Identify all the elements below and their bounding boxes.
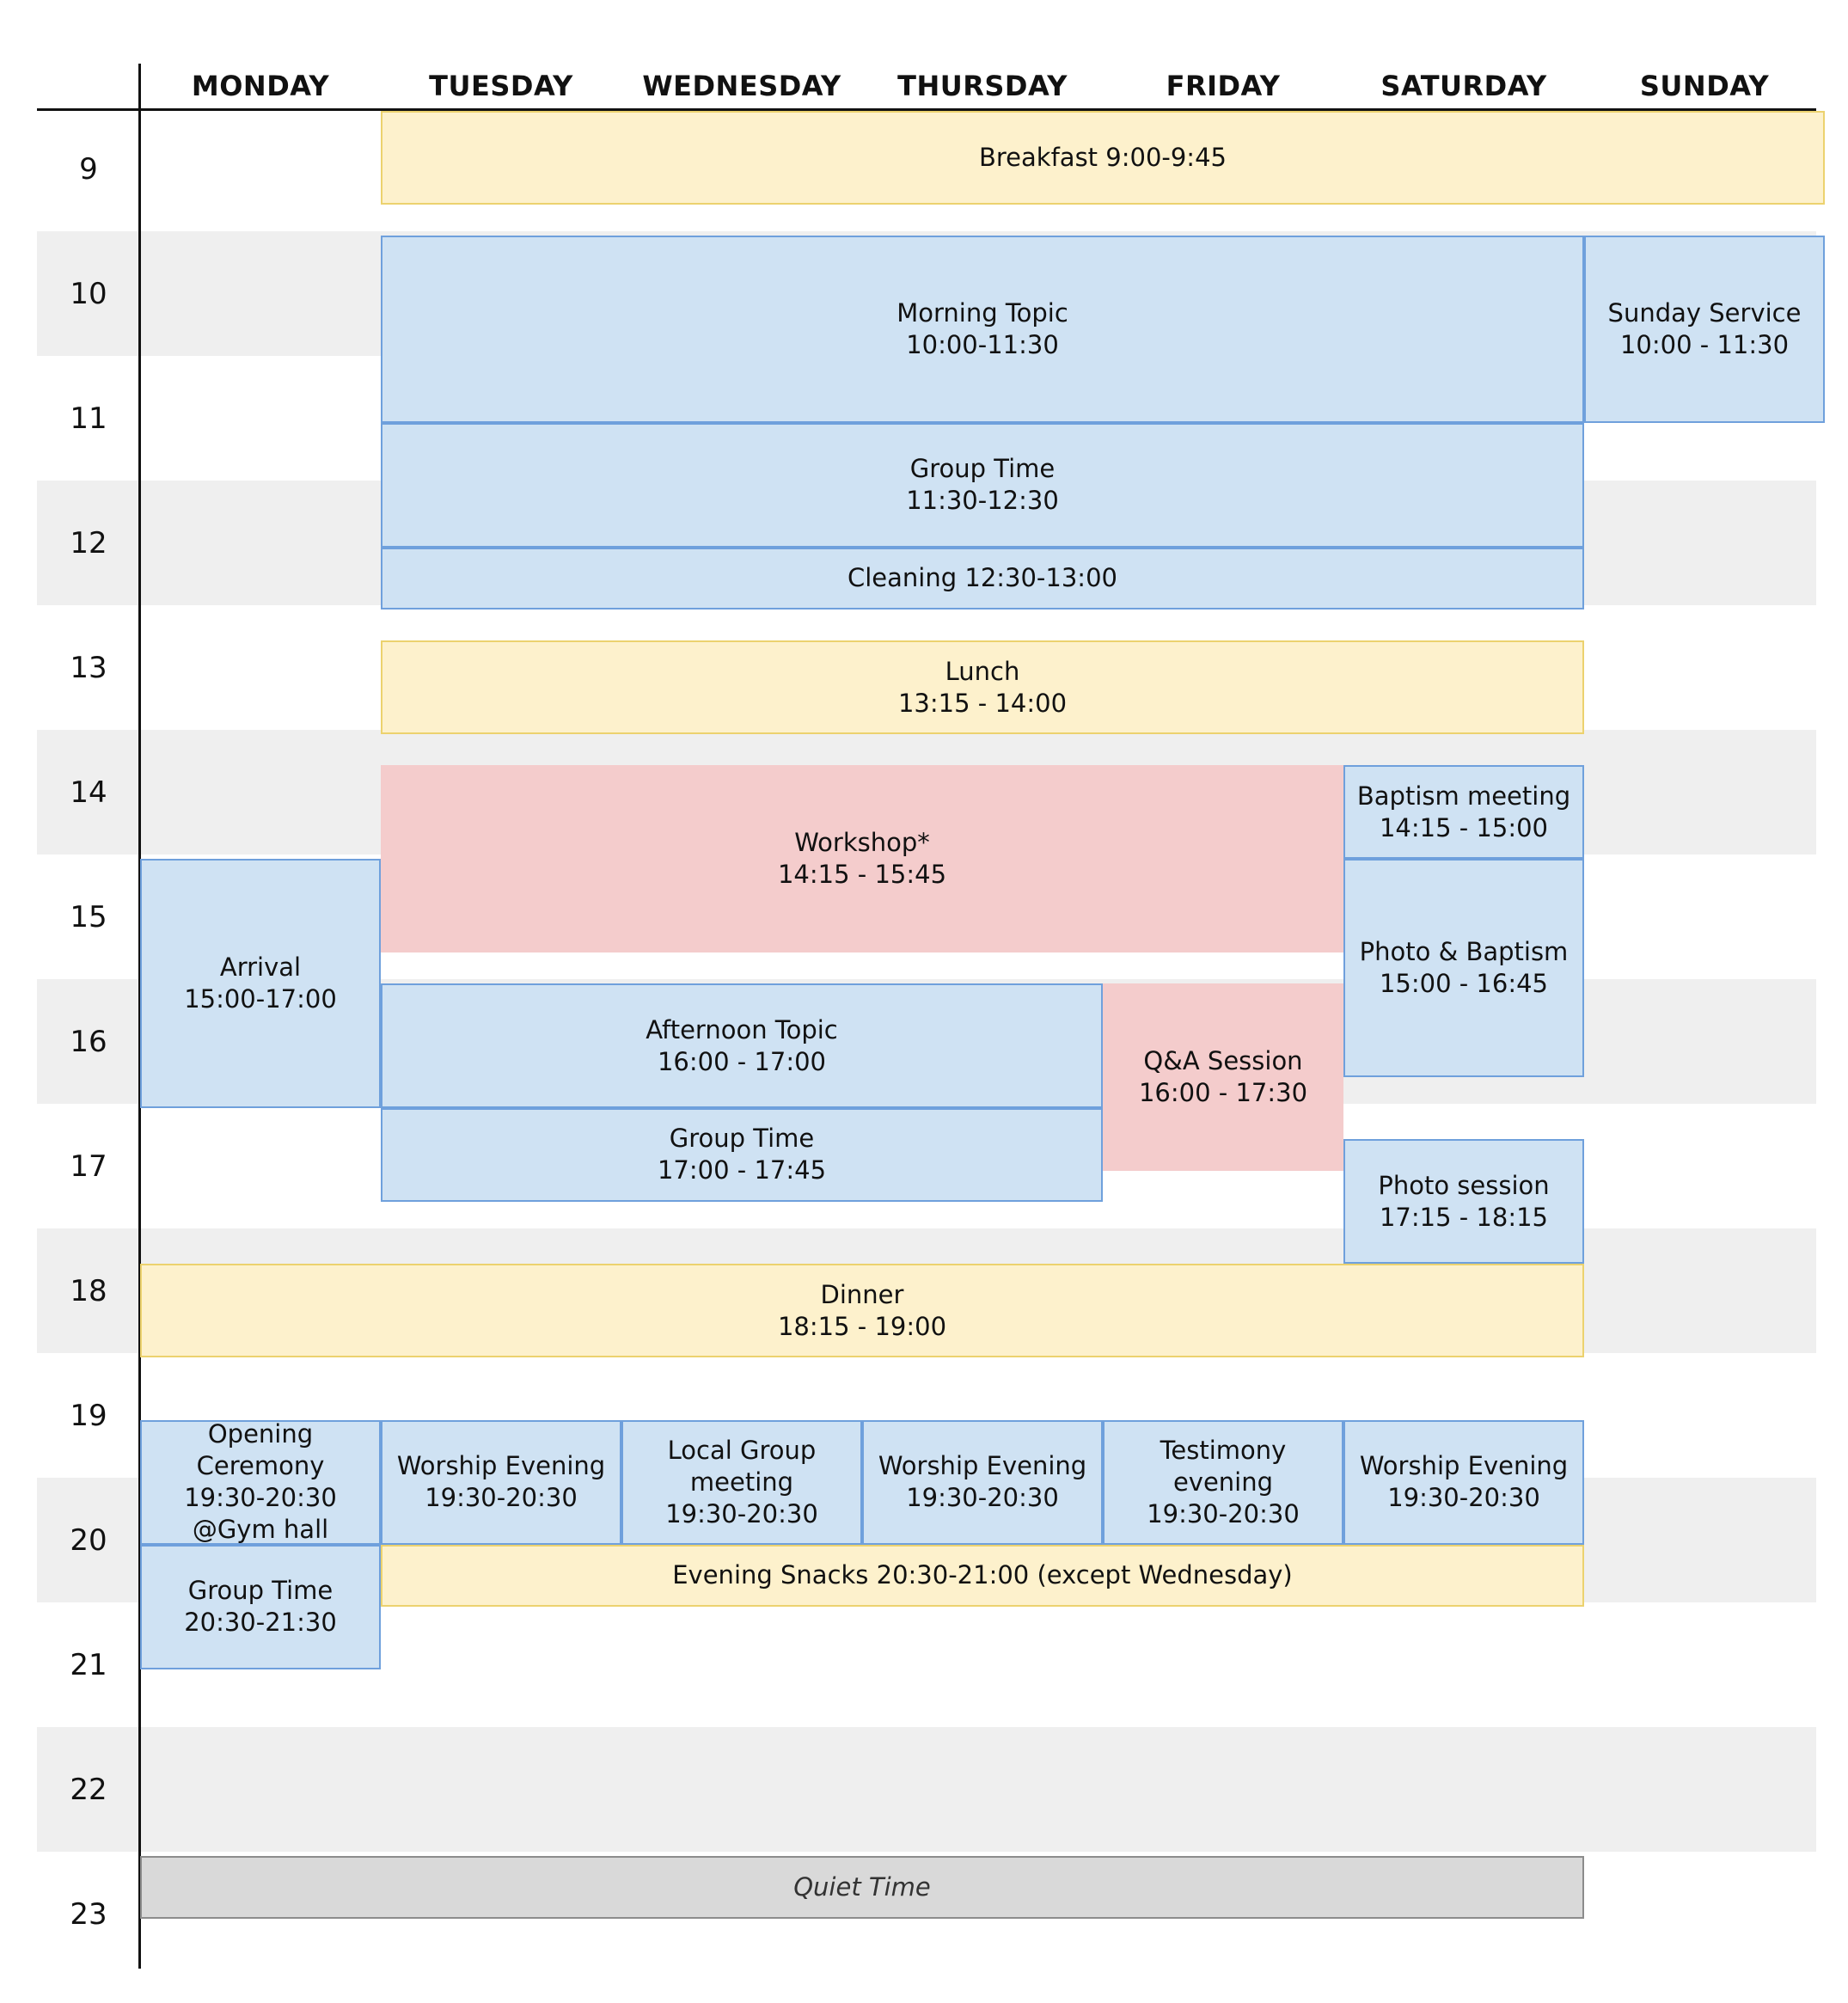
event-photo-session — [1343, 1139, 1584, 1264]
event-label: Dinner 18:15 - 19:00 — [777, 1279, 947, 1341]
event-qa-session — [1103, 983, 1343, 1171]
hour-label: 17 — [70, 1149, 107, 1184]
event-label: Afternoon Topic 16:00 - 17:00 — [646, 1014, 838, 1076]
day-header-wednesday: WEDNESDAY — [642, 70, 841, 102]
hour-label: 14 — [70, 775, 107, 810]
event-label: Sunday Service 10:00 - 11:30 — [1607, 297, 1802, 359]
event-label: Testimony evening 19:30-20:30 — [1147, 1435, 1300, 1528]
hour-label: 20 — [70, 1522, 107, 1558]
event-afternoon-topic — [381, 983, 1103, 1108]
event-evening-snacks — [381, 1545, 1584, 1608]
hour-label: 10 — [70, 276, 107, 311]
event-group-time-afternoon — [381, 1108, 1103, 1202]
event-label: Morning Topic 10:00-11:30 — [896, 297, 1068, 359]
event-workshop — [381, 765, 1343, 952]
day-header-tuesday: TUESDAY — [429, 70, 573, 102]
hour-label: 15 — [70, 899, 107, 934]
hour-label: 21 — [70, 1647, 107, 1682]
event-label: Group Time 20:30-21:30 — [184, 1576, 337, 1637]
day-header-thursday: THURSDAY — [897, 70, 1068, 102]
event-cleaning — [381, 548, 1584, 610]
event-group-time-midday — [381, 423, 1584, 548]
event-arrival — [140, 859, 381, 1108]
hour-label: 18 — [70, 1273, 107, 1308]
event-label: Group Time 17:00 - 17:45 — [657, 1124, 827, 1185]
event-quiet-time — [140, 1856, 1584, 1919]
event-breakfast — [381, 111, 1825, 205]
hour-label: 23 — [70, 1896, 107, 1932]
hour-label: 19 — [70, 1398, 107, 1433]
event-worship-evening-saturday — [1343, 1420, 1584, 1545]
event-opening-ceremony — [140, 1420, 381, 1545]
hour-label: 9 — [79, 151, 98, 187]
hour-label: 22 — [70, 1772, 107, 1807]
event-baptism-meeting — [1343, 765, 1584, 859]
event-lunch — [381, 640, 1584, 734]
event-worship-evening-tuesday — [381, 1420, 621, 1545]
event-dinner — [140, 1264, 1584, 1357]
event-label: Photo & Baptism 15:00 - 16:45 — [1359, 936, 1569, 998]
event-label: Arrival 15:00-17:00 — [184, 952, 337, 1014]
event-label: Worship Evening 19:30-20:30 — [396, 1451, 606, 1512]
event-label: Q&A Session 16:00 - 17:30 — [1138, 1045, 1308, 1107]
event-photo-baptism — [1343, 859, 1584, 1077]
event-label: Cleaning 12:30-13:00 — [848, 563, 1117, 593]
hour-label: 12 — [70, 525, 107, 560]
event-label: Worship Evening 19:30-20:30 — [1359, 1451, 1569, 1512]
event-label: Opening Ceremony 19:30-20:30 @Gym hall — [184, 1419, 337, 1544]
day-header-sunday: SUNDAY — [1639, 70, 1770, 102]
day-header-saturday: SATURDAY — [1380, 70, 1547, 102]
event-label: Worship Evening 19:30-20:30 — [878, 1451, 1087, 1512]
event-label: Workshop* 14:15 - 15:45 — [777, 828, 947, 889]
event-sunday-service — [1584, 236, 1825, 423]
hour-band — [37, 1727, 1816, 1852]
event-worship-evening-thursday — [862, 1420, 1103, 1545]
hour-label: 16 — [70, 1024, 107, 1059]
event-label: Evening Snacks 20:30-21:00 (except Wednesday) — [672, 1560, 1293, 1590]
event-label: Lunch 13:15 - 14:00 — [897, 656, 1068, 718]
event-group-time-evening — [140, 1545, 381, 1669]
event-testimony-evening — [1103, 1420, 1343, 1545]
day-header-monday: MONDAY — [191, 70, 330, 102]
event-local-group-meeting — [621, 1420, 862, 1545]
event-label: Breakfast 9:00-9:45 — [979, 142, 1227, 172]
event-label: Group Time 11:30-12:30 — [906, 454, 1059, 515]
event-morning-topic — [381, 236, 1584, 423]
event-label: Baptism meeting 14:15 - 15:00 — [1356, 781, 1571, 842]
hour-label: 11 — [70, 401, 107, 436]
event-label: Quiet Time — [793, 1871, 931, 1902]
event-label: Photo session 17:15 - 18:15 — [1378, 1170, 1550, 1232]
hour-label: 13 — [70, 650, 107, 685]
day-header-friday: FRIDAY — [1166, 70, 1281, 102]
event-label: Local Group meeting 19:30-20:30 — [665, 1435, 818, 1528]
